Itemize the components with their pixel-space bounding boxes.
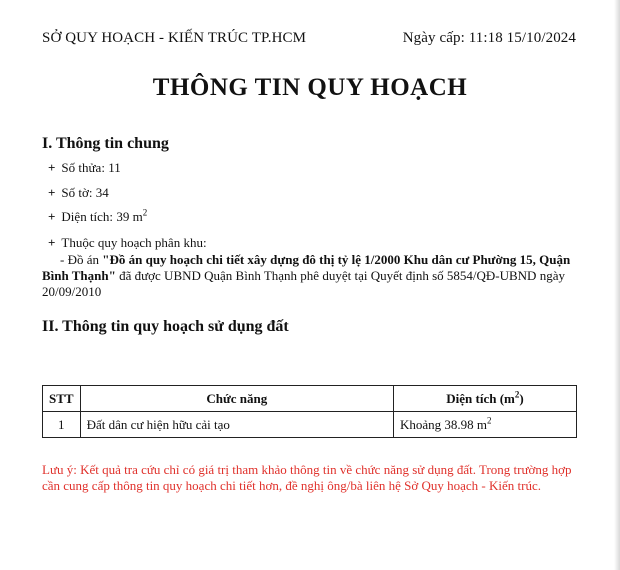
header-stt: STT: [43, 386, 81, 412]
cell-area-text: Khoảng 38.98 m: [400, 416, 488, 432]
header-area: [394, 386, 577, 412]
section-landuse-heading: II. Thông tin quy hoạch sử dụng đất: [42, 318, 289, 335]
plot-number-label: Số thửa:: [61, 160, 105, 175]
area-unit-superscript: 2: [142, 207, 148, 218]
cell-area: [394, 412, 577, 438]
sheet-number-item: [48, 185, 109, 201]
section-general-heading: I. Thông tin chung: [42, 135, 169, 152]
issued-label: Ngày cấp:: [402, 30, 465, 46]
header-area-superscript: 2: [514, 389, 520, 400]
plus-bullet-icon: +: [48, 209, 56, 224]
area-item: [48, 209, 147, 225]
cell-area-superscript: 2: [487, 415, 492, 426]
table-header-row: [43, 386, 577, 412]
plot-number-value: 11: [108, 160, 121, 175]
cell-function: Đất dân cư hiện hữu cải tạo: [80, 412, 393, 438]
project-suffix: đã được UBND Quận Bình Thạnh phê duyệt tại Quyết định số 5854/QĐ-UBND ngày 20/09/2010: [42, 268, 565, 299]
issued-date: [403, 30, 576, 47]
issued-datetime: 11:18 15/10/2024: [468, 30, 576, 46]
zone-item: [48, 235, 207, 251]
landuse-table: [42, 385, 577, 438]
header-function: Chức năng: [80, 386, 393, 412]
header-area-text: Diện tích (m: [446, 390, 515, 406]
table-row: [43, 412, 577, 438]
area-value: 39 m: [116, 209, 143, 224]
cell-stt: 1: [43, 412, 81, 438]
sheet-number-value: 34: [95, 185, 109, 200]
zone-label: Thuộc quy hoạch phân khu:: [61, 235, 207, 250]
page-title: THÔNG TIN QUY HOẠCH: [152, 74, 468, 101]
sheet-number-label: Số tờ:: [61, 185, 93, 200]
project-prefix: - Đồ án: [60, 252, 103, 267]
plus-bullet-icon: +: [48, 185, 56, 200]
plus-bullet-icon: +: [48, 160, 56, 175]
department-name: SỞ QUY HOẠCH - KIẾN TRÚC TP.HCM: [42, 30, 307, 46]
area-label: Diện tích:: [61, 209, 114, 224]
document-header: [42, 30, 576, 47]
disclaimer-note: Lưu ý: Kết quả tra cứu chỉ có giá trị tham khảo thông tin về chức năng sử dụng đất. Trong trường hợp cần cung cấp thông tin quy hoạch chi tiết hơn, đề nghị ông/bà liên hệ Sở Quy hoạch - Kiến trúc.: [42, 462, 572, 493]
project-description: [42, 252, 574, 300]
plus-bullet-icon: +: [48, 235, 56, 250]
plot-number-item: [48, 160, 121, 176]
project-name: "Đồ án quy hoạch chi tiết xây dựng đô thị tỷ lệ 1/2000 Khu dân cư Phường 15, Quận Bình Thạnh": [42, 252, 571, 283]
header-area-close: ): [519, 390, 524, 406]
